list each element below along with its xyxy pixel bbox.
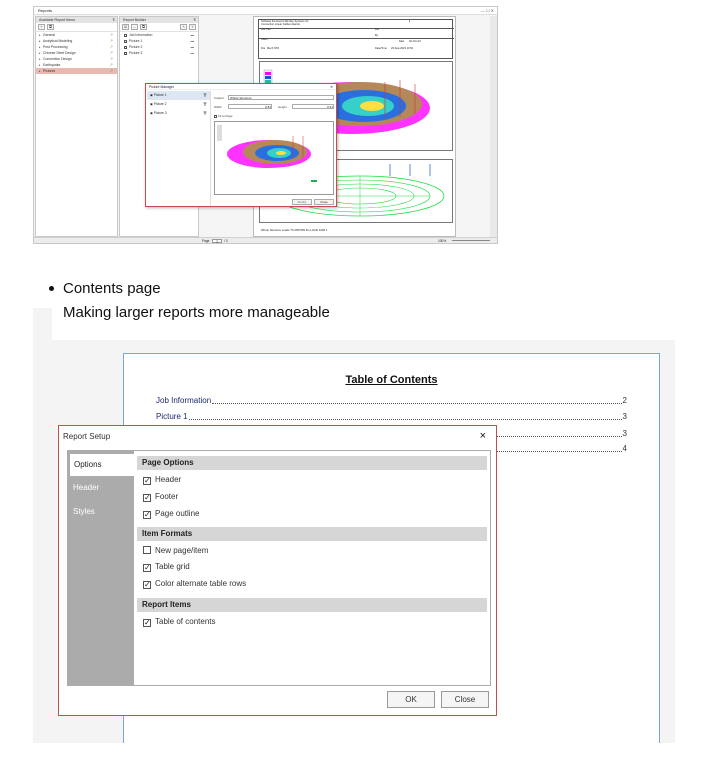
copy-icon[interactable]: ⧉ <box>140 24 147 30</box>
fit-to-page-option[interactable] <box>214 114 233 118</box>
dialog-title: Report Setup <box>63 432 111 441</box>
setup-options-panel <box>134 450 491 686</box>
available-items-panel <box>35 16 118 237</box>
add-arrow-icon[interactable]: ↗ <box>109 32 113 37</box>
item-checkbox[interactable]: ✓ <box>125 39 128 44</box>
pin-icon[interactable]: ⊼ <box>112 18 115 22</box>
expand-arrow-icon[interactable]: ▸ <box>39 63 41 67</box>
builder-items-list <box>120 32 198 56</box>
option-label: Table of contents <box>155 617 216 626</box>
option-page-outline[interactable] <box>143 508 199 520</box>
window-controls[interactable]: — ☐ ✕ <box>480 8 494 13</box>
trash-icon[interactable]: 🗑 <box>202 93 207 97</box>
tree-item-label: General <box>43 33 56 37</box>
header-job-title: Job Title <box>261 28 271 31</box>
page-scrollbar[interactable] <box>490 16 498 237</box>
caption-input[interactable]: Whole Structure <box>228 95 334 100</box>
tree-item[interactable] <box>36 68 117 74</box>
panel-toolbar <box>120 23 198 32</box>
available-items-list <box>36 32 117 74</box>
header-page-no: 2 <box>409 20 411 23</box>
add-arrow-icon[interactable]: ↗ <box>109 38 113 43</box>
close-button[interactable]: Close <box>441 691 489 708</box>
status-bar <box>34 237 497 243</box>
builder-item[interactable] <box>120 50 198 56</box>
add-arrow-icon[interactable]: ↗ <box>109 56 113 61</box>
reports-window-titlebar <box>34 7 497 15</box>
picture-icon: ▣ <box>150 111 154 115</box>
trash-icon[interactable]: 🗑 <box>202 102 207 106</box>
toc-entry-label: Job Information <box>156 396 212 405</box>
close-icon[interactable]: × <box>479 430 486 442</box>
toc-entry-page: 4 <box>622 444 627 453</box>
fit-checkbox[interactable] <box>214 115 217 118</box>
option-table-grid[interactable] <box>143 561 190 573</box>
builder-item-label: Picture 2 <box>129 45 143 49</box>
option-label: Header <box>155 475 182 484</box>
page-total: / 3 <box>224 239 228 243</box>
option-label: New page/item <box>155 546 209 555</box>
width-label: Width <box>214 105 222 109</box>
reports-screenshot <box>33 6 498 244</box>
tree-item-label: Connection Design <box>43 57 72 61</box>
caption-label: Caption <box>214 96 225 100</box>
trash-icon[interactable]: 🗑 <box>202 111 207 115</box>
checkbox[interactable]: ✓ <box>144 493 151 502</box>
nav-tab-styles[interactable]: Styles <box>73 507 95 516</box>
picture-list-item[interactable] <box>147 91 210 100</box>
picture-list-item[interactable] <box>147 109 210 118</box>
tree-item-label: Analytical Modeling <box>43 39 73 43</box>
picture-item-label: Picture 2 <box>153 102 167 106</box>
expand-arrow-icon[interactable]: ▸ <box>39 45 41 49</box>
header-line1: Software licensed to Bentley Systems Inc <box>261 20 309 23</box>
picture-manager-title: Picture Manager <box>149 85 174 89</box>
page-label: Page <box>202 239 210 243</box>
fit-to-page-label: Fit to Page <box>218 114 233 118</box>
header-datetime-label: Date/Time <box>375 47 387 50</box>
toc-entry-page: 3 <box>622 429 627 438</box>
modify-button[interactable]: Modify <box>292 199 312 205</box>
move-down-icon[interactable]: ˅ <box>189 24 196 30</box>
picture-icon: ▣ <box>150 93 154 97</box>
move-up-icon[interactable]: ˄ <box>180 24 187 30</box>
section-header: Item Formats <box>137 527 487 541</box>
page-number-input[interactable]: 2 <box>212 239 222 243</box>
picture-manager-close-button[interactable]: Close <box>314 199 334 205</box>
panel-toolbar <box>36 23 117 32</box>
add-icon[interactable]: + <box>38 24 45 30</box>
available-panel-title: Available Report Items <box>39 18 76 22</box>
picture-item-label: Picture 1 <box>153 93 167 97</box>
toc-entry[interactable] <box>156 411 627 423</box>
remove-icon[interactable]: ▬ <box>190 45 194 49</box>
toc-entry-page: 3 <box>622 412 627 421</box>
option-table-of-contents[interactable] <box>143 616 215 628</box>
item-checkbox[interactable]: ✓ <box>125 33 128 38</box>
builder-item-label: Picture 3 <box>129 51 143 55</box>
toc-entry-label: Picture 1 <box>156 412 188 421</box>
checkbox[interactable]: ✓ <box>144 476 151 485</box>
picture-icon: ▣ <box>150 102 154 106</box>
bullet-point <box>49 286 54 291</box>
copy-icon[interactable]: ⧉ <box>47 24 54 30</box>
zoom-level: 100% <box>438 239 447 243</box>
tree-item-label: Post Processing <box>43 45 68 49</box>
figure-caption: Whole Structure Loads 7S 0057MN 5m LOAD 1000 1 <box>261 228 328 232</box>
builder-panel-title: Report Builder <box>123 18 146 22</box>
checkbox[interactable]: ✓ <box>144 510 151 519</box>
add-arrow-icon[interactable]: ↗ <box>109 62 113 67</box>
header-by: By <box>375 34 379 37</box>
expand-arrow-icon[interactable]: ▸ <box>39 57 41 61</box>
expand-arrow-icon[interactable]: ▸ <box>39 39 41 43</box>
checkbox[interactable]: ✓ <box>144 618 151 627</box>
section-header: Page Options <box>137 456 487 470</box>
toc-entry[interactable] <box>156 395 627 407</box>
option-label: Footer <box>155 492 179 501</box>
panel-header <box>120 17 198 23</box>
height-label: Height <box>278 105 287 109</box>
expand-arrow-icon[interactable]: ▸ <box>39 51 41 55</box>
toc-leader-dots <box>189 411 622 420</box>
remove-icon[interactable]: ▬ <box>190 33 194 37</box>
ok-button[interactable]: OK <box>387 691 435 708</box>
picture-preview <box>214 121 334 195</box>
expand-arrow-icon[interactable]: ▸ <box>39 69 41 73</box>
picture-manager-titlebar <box>146 84 336 90</box>
setup-nav <box>67 450 134 686</box>
expand-arrow-icon[interactable]: ▸ <box>39 33 41 37</box>
panel-header <box>36 17 117 23</box>
header-datetime-value: 29-Sep-2023 10:51 <box>391 47 414 50</box>
nav-tab-options[interactable]: Options <box>70 454 134 476</box>
option-label: Page outline <box>155 509 200 518</box>
report-setup-dialog <box>58 425 497 716</box>
header-ref: Ref <box>375 28 380 31</box>
picture-list <box>147 91 211 206</box>
header-date-value: 02-Oct-23 <box>409 40 421 43</box>
option-footer[interactable] <box>143 491 178 503</box>
item-checkbox[interactable]: ✓ <box>125 51 128 56</box>
option-label: Table grid <box>155 562 190 571</box>
reports-window-title: Reports <box>38 8 53 13</box>
header-client: Client <box>261 38 268 41</box>
add-arrow-icon[interactable]: ↗ <box>109 50 113 55</box>
bullet-title: Contents page <box>63 280 161 297</box>
width-input[interactable]: 0.81 <box>228 104 272 109</box>
header-file-value: Mech STD <box>267 47 280 50</box>
option-header[interactable] <box>143 474 181 486</box>
pin-icon[interactable]: ⊼ <box>193 18 196 22</box>
checkbox[interactable]: ✓ <box>144 580 151 589</box>
tree-item-label: Pictures <box>43 69 56 73</box>
toc-leader-dots <box>212 395 621 404</box>
header-file: File <box>261 47 266 50</box>
picture-item-label: Picture 3 <box>153 111 167 115</box>
header-date-label: Date <box>399 40 405 43</box>
builder-item-label: Picture 1 <box>129 39 143 43</box>
bullet-subtitle: Making larger reports more manageable <box>63 304 330 321</box>
checklist-icon[interactable]: ☑ <box>123 24 128 29</box>
picture-manager-dialog <box>145 83 337 207</box>
tree-item-label: Chinese Steel Design <box>43 51 76 55</box>
dash-icon[interactable]: – <box>131 24 138 30</box>
height-input[interactable]: 0.61 <box>292 104 334 109</box>
toc-title: Table of Contents <box>345 374 438 386</box>
add-arrow-icon[interactable]: ↗ <box>109 44 113 49</box>
page-header-table <box>258 19 453 59</box>
option-color-alternate-table-rows[interactable] <box>143 578 246 590</box>
zoom-slider[interactable] <box>452 240 490 241</box>
item-checkbox[interactable]: ✓ <box>125 45 128 50</box>
checkbox[interactable] <box>143 546 151 554</box>
preview-figure-svg <box>215 122 334 195</box>
option-label: Color alternate table rows <box>155 579 247 588</box>
tree-item-label: Earthquake <box>43 63 61 67</box>
option-new-page-item[interactable] <box>143 545 208 557</box>
remove-icon[interactable]: ▬ <box>190 51 194 55</box>
section-header: Report Items <box>137 598 487 612</box>
header-line2: Connection Linear Cables Islands <box>261 23 300 26</box>
checkbox[interactable]: ✓ <box>144 563 151 572</box>
toc-entry-page: 2 <box>622 396 627 405</box>
close-icon[interactable]: ✕ <box>330 85 333 89</box>
picture-list-item[interactable] <box>147 100 210 109</box>
remove-icon[interactable]: ▬ <box>190 39 194 43</box>
nav-tab-header[interactable]: Header <box>73 483 100 492</box>
add-arrow-icon[interactable]: ↗ <box>109 68 113 73</box>
builder-item-label: Job Information <box>129 33 153 37</box>
